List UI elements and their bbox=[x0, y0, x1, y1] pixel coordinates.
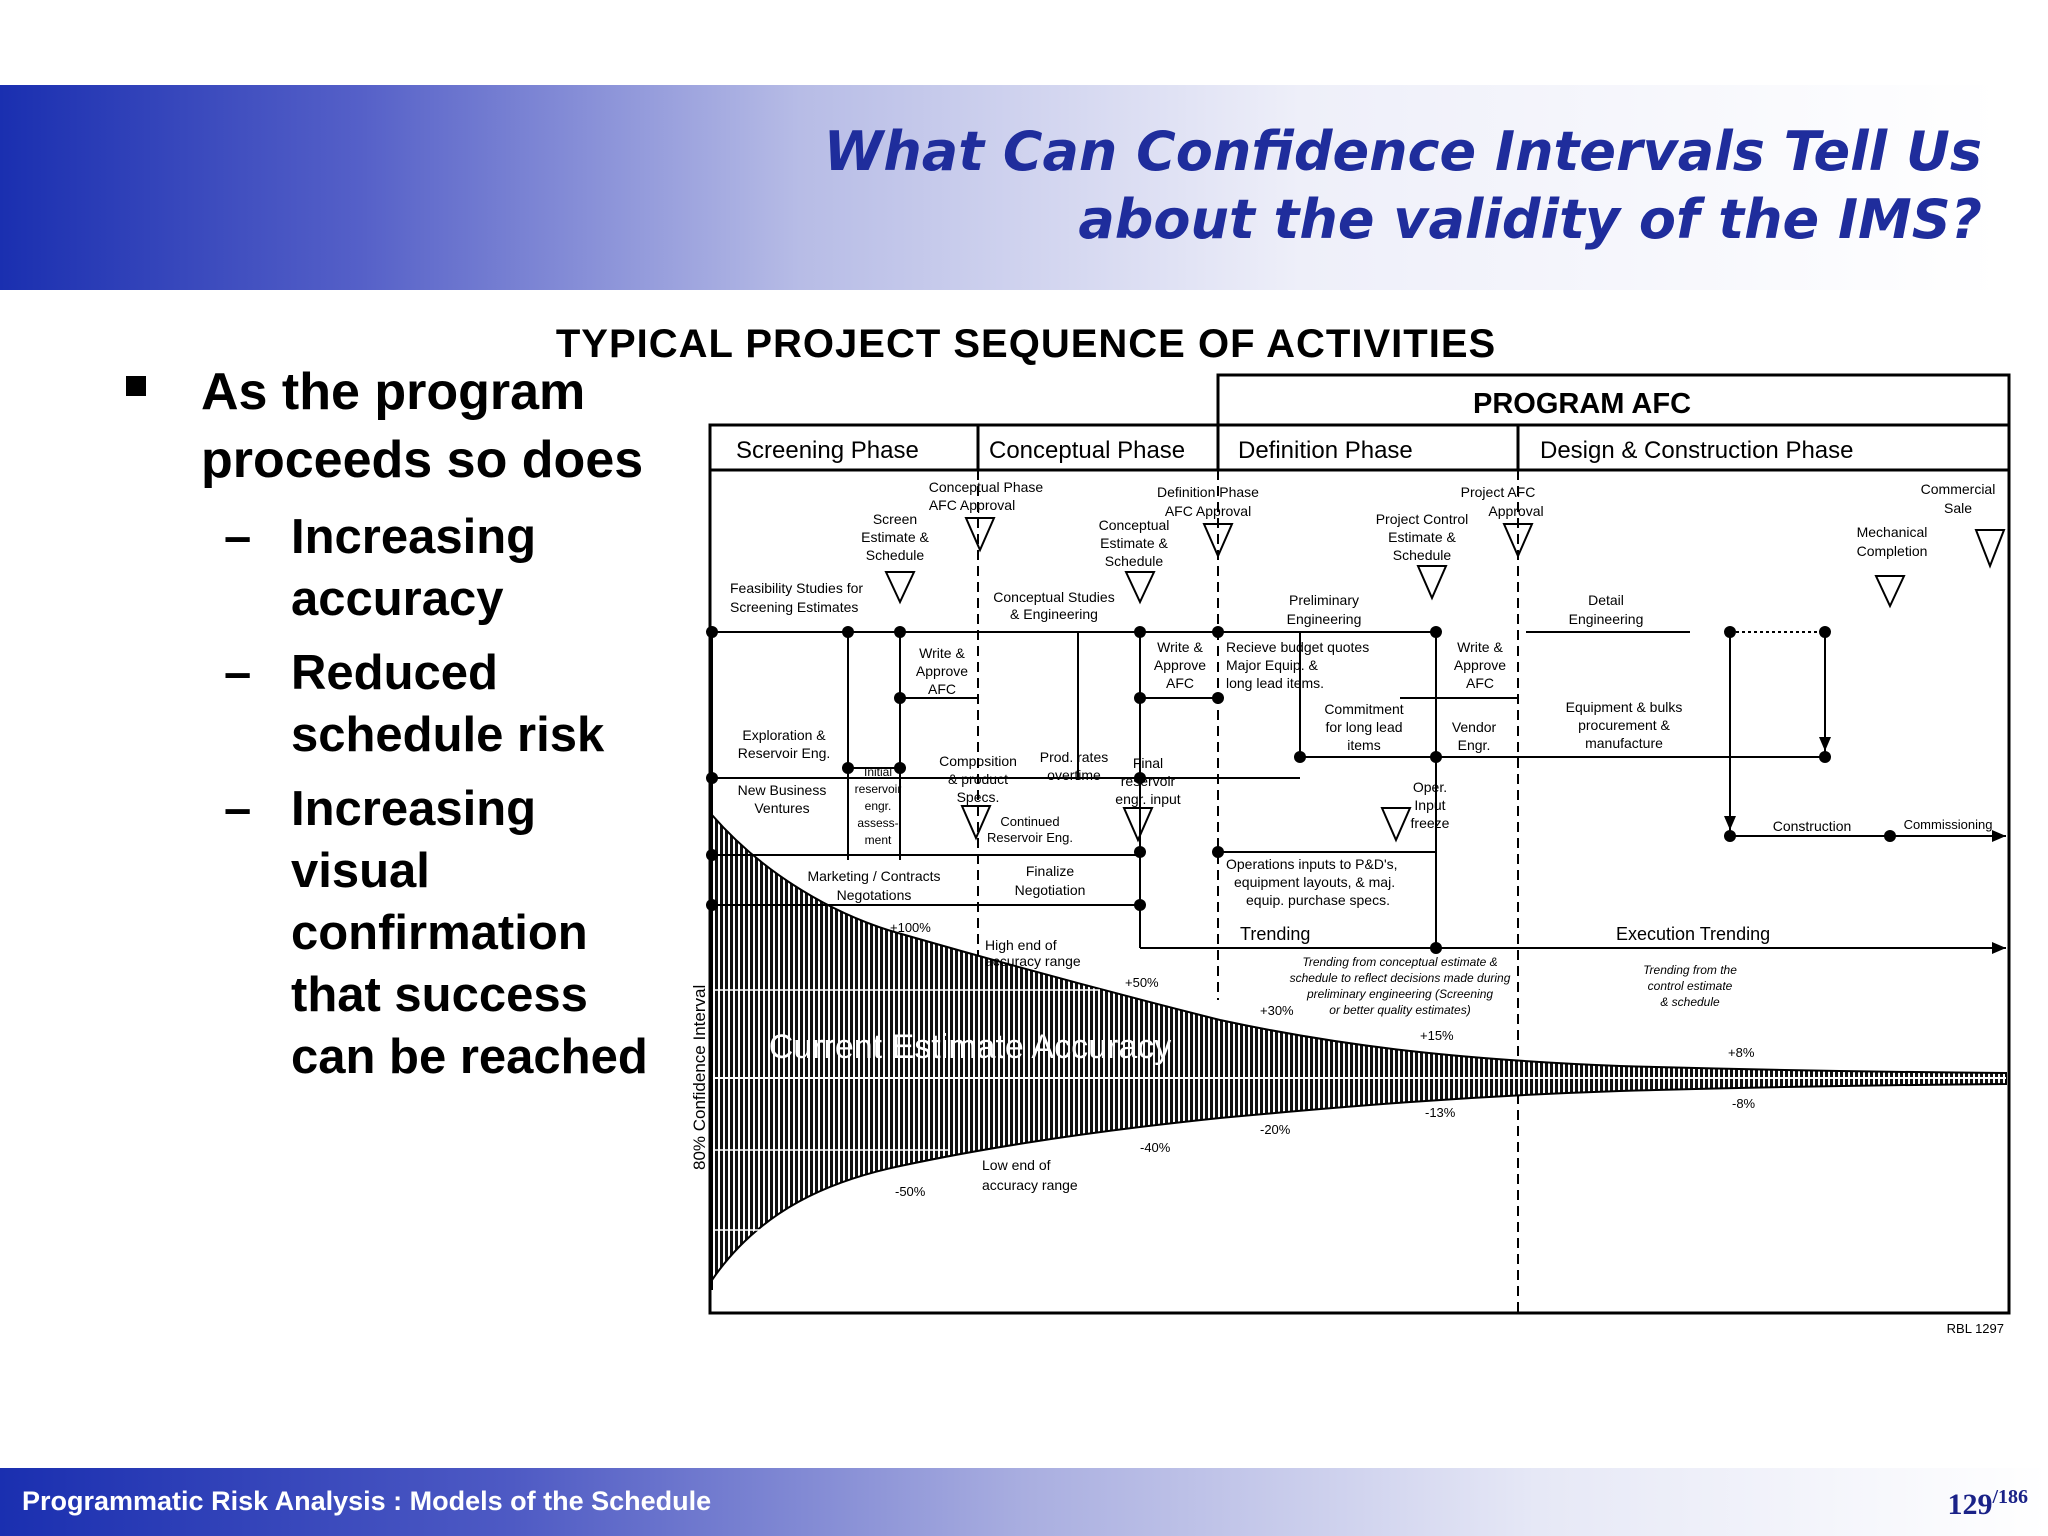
milestone-label: Schedule bbox=[1104, 553, 1164, 569]
sub-bullet-line: can be reached bbox=[291, 1030, 648, 1084]
activity-label: ment bbox=[864, 833, 892, 847]
milestone-label: Approval bbox=[1488, 503, 1544, 519]
activity-label: Approve bbox=[915, 663, 969, 679]
activity-label: manufacture bbox=[1585, 735, 1663, 751]
accuracy-label: -13% bbox=[1425, 1105, 1456, 1120]
arrow-head bbox=[1992, 830, 2006, 842]
milestone-label: Screen bbox=[872, 511, 918, 527]
milestone-label: Schedule bbox=[865, 547, 925, 563]
activity-label: Write & bbox=[1157, 639, 1203, 655]
milestone-label: Screening Estimates bbox=[730, 599, 859, 615]
milestone-label: Completion bbox=[1856, 543, 1928, 559]
activity-label: reservoir bbox=[854, 782, 902, 796]
activity-label: AFC bbox=[928, 681, 956, 697]
activity-label: Negotiation bbox=[1014, 882, 1086, 898]
activity-label: Approve bbox=[1153, 657, 1207, 673]
phase-design-construction: Design & Construction Phase bbox=[1540, 437, 1854, 464]
total-pages: /186 bbox=[1992, 1486, 2028, 1508]
milestone-label: Commercial bbox=[1920, 481, 1996, 497]
activity-label: Write & bbox=[1457, 639, 1503, 655]
main-bullet-line: As the program bbox=[201, 363, 586, 421]
phase-conceptual: Conceptual Phase bbox=[989, 437, 1186, 464]
activity-label: New Business bbox=[737, 782, 827, 798]
sub-bullet-line: Increasing bbox=[291, 510, 537, 564]
activity-label: Prod. rates bbox=[1039, 749, 1109, 765]
activity-label: reservoir bbox=[1120, 773, 1176, 789]
accuracy-label: +15% bbox=[1420, 1028, 1454, 1043]
activity-label: Major Equip. & bbox=[1226, 657, 1318, 673]
sub-bullet-line: schedule risk bbox=[291, 708, 605, 762]
activity-label: & Engineering bbox=[1010, 606, 1098, 622]
activity-label: Initial bbox=[863, 765, 893, 779]
activity-label: overtime bbox=[1047, 767, 1101, 783]
milestone-label: Definition Phase bbox=[1157, 484, 1259, 500]
activity-label: Construction bbox=[1772, 818, 1852, 834]
activity-label: Composition bbox=[939, 753, 1017, 769]
dash-bullet-icon: – bbox=[224, 510, 252, 564]
current-estimate-accuracy-label: Current Estimate Accuracy bbox=[768, 1028, 1172, 1066]
activity-label: long lead items. bbox=[1226, 675, 1325, 691]
activity-label: Reservoir Eng. bbox=[737, 745, 831, 761]
accuracy-label: +8% bbox=[1728, 1045, 1755, 1060]
accuracy-label: -8% bbox=[1732, 1096, 1756, 1111]
diagram-title: TYPICAL PROJECT SEQUENCE OF ACTIVITIES bbox=[555, 322, 1497, 366]
milestone-label: AFC Approval bbox=[1164, 503, 1252, 519]
activity-label: Engineering bbox=[1286, 611, 1362, 627]
milestone-label: AFC Approval bbox=[928, 497, 1016, 513]
dash-bullet-icon: – bbox=[224, 646, 252, 700]
activity-label: for long lead bbox=[1325, 719, 1403, 735]
current-page: 129 bbox=[1947, 1488, 1993, 1521]
trending-note: preliminary engineering (Screening bbox=[1306, 987, 1494, 1001]
activity-label: Engineering bbox=[1568, 611, 1644, 627]
phase-definition: Definition Phase bbox=[1238, 437, 1413, 464]
activity-label: freeze bbox=[1410, 815, 1450, 831]
activity-label: AFC bbox=[1166, 675, 1194, 691]
accuracy-label: -20% bbox=[1260, 1122, 1291, 1137]
activity-label: procurement & bbox=[1578, 717, 1670, 733]
activity-label: Operations inputs to P&D's, bbox=[1226, 856, 1398, 872]
page-number bbox=[1947, 1488, 2028, 1522]
slide-title-line-2: about the validity of the IMS? bbox=[1078, 188, 1982, 251]
milestone-label: Estimate & bbox=[861, 529, 929, 545]
activity-label: Specs. bbox=[956, 789, 1000, 805]
activity-label: Equipment & bulks bbox=[1565, 699, 1683, 715]
activity-label: Conceptual Studies bbox=[993, 589, 1115, 605]
activity-label: Exploration & bbox=[742, 727, 826, 743]
activity-label: items bbox=[1347, 737, 1381, 753]
activity-label: engr. bbox=[864, 799, 892, 813]
sub-bullet-line: that success bbox=[291, 968, 588, 1022]
trending-label: Trending bbox=[1240, 924, 1311, 944]
activity-label: & product bbox=[948, 771, 1008, 787]
phase-screening: Screening Phase bbox=[736, 437, 919, 464]
sub-bullet-line: Increasing bbox=[291, 782, 537, 836]
milestone-label: Sale bbox=[1943, 500, 1973, 516]
activity-label: engr. input bbox=[1115, 791, 1181, 807]
activity-label: Oper. bbox=[1412, 779, 1448, 795]
accuracy-label: +50% bbox=[1125, 975, 1159, 990]
activity-label: Engr. bbox=[1457, 737, 1491, 753]
activity-label: Detail bbox=[1588, 592, 1624, 608]
activity-label: Marketing / Contracts bbox=[807, 868, 941, 884]
sub-bullet-line: visual bbox=[291, 844, 430, 898]
low-end-label: accuracy range bbox=[982, 1177, 1078, 1193]
trending-note: or better quality estimates) bbox=[1329, 1003, 1471, 1017]
activity-label: Finalize bbox=[1025, 863, 1075, 879]
milestone-label: Conceptual Phase bbox=[928, 479, 1044, 495]
milestone-label: Project AFC bbox=[1460, 484, 1536, 500]
accuracy-label: +100% bbox=[890, 920, 931, 935]
milestone-label: Mechanical bbox=[1856, 524, 1928, 540]
trending-control-note: & schedule bbox=[1660, 995, 1720, 1009]
activity-label: Approve bbox=[1453, 657, 1507, 673]
dash-bullet-icon: – bbox=[224, 782, 252, 836]
execution-trending-label: Execution Trending bbox=[1616, 924, 1771, 944]
activity-label: Commissioning bbox=[1903, 817, 1993, 832]
activity-label: Preliminary bbox=[1288, 592, 1360, 608]
high-end-label: accuracy range bbox=[985, 953, 1081, 969]
activity-label: Negotations bbox=[836, 887, 912, 903]
activity-label: Vendor bbox=[1451, 719, 1497, 735]
arrow-head bbox=[1819, 737, 1831, 751]
activity-label: Input bbox=[1414, 797, 1446, 813]
activity-label: equipment layouts, & maj. bbox=[1234, 874, 1396, 890]
high-end-label: High end of bbox=[985, 937, 1057, 953]
accuracy-label: +30% bbox=[1260, 1003, 1294, 1018]
activity-label: AFC bbox=[1466, 675, 1494, 691]
activity-label: Recieve budget quotes bbox=[1226, 639, 1370, 655]
trending-note: schedule to reflect decisions made during bbox=[1289, 971, 1511, 985]
program-afc-label: PROGRAM AFC bbox=[1472, 388, 1692, 420]
activity-label: Commitment bbox=[1324, 701, 1404, 717]
reference-code: RBL 1297 bbox=[1946, 1321, 2004, 1336]
sub-bullet-line: confirmation bbox=[291, 906, 588, 960]
activity-label: assess- bbox=[857, 816, 899, 830]
trending-note: Trending from conceptual estimate & bbox=[1302, 955, 1498, 969]
milestone-label: Feasibility Studies for bbox=[730, 580, 864, 596]
milestone-label: Conceptual bbox=[1098, 517, 1170, 533]
accuracy-label: -50% bbox=[895, 1184, 926, 1199]
milestone-label: Estimate & bbox=[1100, 535, 1168, 551]
main-bullet-line: proceeds so does bbox=[201, 431, 644, 489]
activity-label: Final bbox=[1132, 755, 1164, 771]
low-end-label: Low end of bbox=[982, 1157, 1051, 1173]
activity-label: Write & bbox=[919, 645, 965, 661]
trending-control-note: control estimate bbox=[1647, 979, 1733, 993]
slide-title-line-1: What Can Confidence Intervals Tell Us bbox=[823, 120, 1982, 183]
footer-title: Programmatic Risk Analysis : Models of the Schedule bbox=[22, 1486, 712, 1516]
activity-label: equip. purchase specs. bbox=[1246, 892, 1390, 908]
milestone-label: Estimate & bbox=[1388, 529, 1456, 545]
arrow-head bbox=[1724, 816, 1736, 830]
activity-label: Reservoir Eng. bbox=[987, 830, 1073, 845]
arrow-head bbox=[1992, 942, 2006, 954]
milestone-label: Schedule bbox=[1392, 547, 1452, 563]
accuracy-label: -40% bbox=[1140, 1140, 1171, 1155]
activity-label: Ventures bbox=[754, 800, 810, 816]
y-axis-label: 80% Confidence Interval bbox=[690, 984, 709, 1170]
activity-label: Continued bbox=[1000, 814, 1060, 829]
sub-bullet-line: accuracy bbox=[291, 572, 504, 626]
milestone-label: Project Control bbox=[1375, 511, 1469, 527]
trending-control-note: Trending from the bbox=[1643, 963, 1737, 977]
sub-bullet-line: Reduced bbox=[291, 646, 498, 700]
